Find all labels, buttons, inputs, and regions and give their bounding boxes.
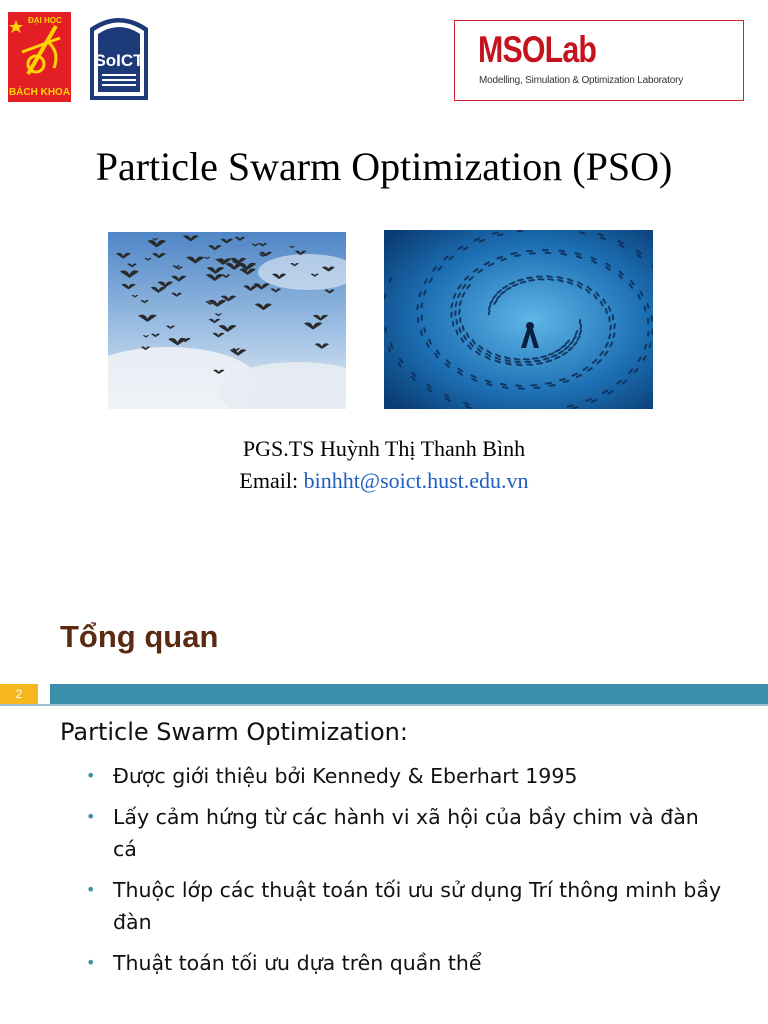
bullet-icon: • (86, 807, 96, 826)
fish-silhouette (547, 360, 552, 361)
fish-silhouette (451, 303, 452, 307)
fish-silhouette (421, 331, 422, 335)
fish-silhouette (389, 348, 391, 352)
fish-silhouette (548, 279, 553, 280)
fish-silhouette (560, 379, 565, 380)
list-item (86, 947, 726, 979)
fish-silhouette (541, 356, 546, 357)
fish-silhouette (505, 360, 510, 361)
msolab-subtitle: Modelling, Simulation & Optimization Laboratory (479, 75, 684, 86)
list-item (86, 760, 726, 792)
fish-school-image (384, 230, 653, 409)
fish-silhouette (573, 407, 578, 408)
fish-silhouette (501, 384, 506, 385)
fish-silhouette (537, 363, 542, 364)
bullet-text: Được giới thiệu bởi Kennedy & Eberhart 1995 (113, 764, 578, 788)
fish-silhouette (515, 359, 520, 360)
fish-silhouette (580, 232, 585, 233)
fish-silhouette (453, 322, 454, 326)
fish-silhouette (568, 406, 573, 407)
bullet-text: Thuộc lớp các thuật toán tối ưu sử dụng Trí thông minh bầy đàn (113, 878, 722, 934)
bullet-icon: • (86, 953, 96, 972)
fish-silhouette (517, 365, 522, 366)
fish-silhouette (506, 363, 511, 364)
list-item (86, 801, 726, 865)
fish-silhouette (558, 277, 563, 278)
fish-silhouette (648, 304, 649, 308)
msolab-logo (454, 20, 744, 101)
fish-silhouette (516, 385, 521, 386)
soict-logo-text: SoICT (94, 51, 144, 70)
fish-silhouette (385, 328, 386, 332)
fish-silhouette (515, 255, 520, 256)
fish-silhouette (493, 232, 498, 233)
fish-silhouette (391, 344, 392, 348)
fish-silhouette (503, 387, 508, 388)
soict-logo (88, 14, 150, 102)
bachkhoa-top-text: ĐẠI HỌC (28, 16, 62, 25)
fish-silhouette (489, 310, 490, 314)
fish-silhouette (459, 310, 460, 314)
fish-silhouette (564, 381, 569, 382)
slide1-title: Particle Swarm Optimization (PSO) (95, 144, 673, 189)
bullet-text: Thuật toán tối ưu dựa trên quần thể (113, 951, 482, 975)
birds-flock-image (108, 232, 346, 409)
bullet-text: Lấy cảm hứng từ các hành vi xã hội của bầy chim và đàn cá (113, 805, 699, 861)
fish-silhouette (544, 358, 549, 359)
fish-silhouette (421, 303, 422, 307)
fish-silhouette (417, 305, 418, 309)
fish-silhouette (550, 385, 555, 386)
bachkhoa-bottom-text: BÁCH KHOA (8, 84, 71, 102)
fish-silhouette (606, 309, 607, 313)
fish-silhouette (518, 231, 523, 232)
fish-silhouette (609, 307, 610, 311)
fish-silhouette (456, 302, 457, 306)
fish-silhouette (580, 325, 581, 329)
email-link[interactable]: binhht@soict.hust.edu.vn (303, 468, 529, 493)
fish-silhouette (459, 328, 460, 332)
fish-silhouette (515, 362, 520, 363)
fish-silhouette (547, 276, 552, 277)
slide2-title: Tổng quan (60, 619, 219, 654)
fish-silhouette (384, 294, 385, 298)
fish-silhouette (518, 279, 523, 280)
fish-silhouette (419, 292, 420, 296)
fish-silhouette (424, 328, 425, 332)
fish-silhouette (609, 334, 610, 338)
accent-bar (50, 684, 768, 704)
bullet-list (86, 760, 726, 988)
email-label: Email: (239, 468, 299, 493)
slide2-header-bar (0, 684, 768, 704)
fish-silhouette (546, 383, 551, 384)
fish-silhouette (648, 332, 649, 336)
list-item (86, 874, 726, 938)
fish-silhouette (652, 330, 653, 334)
author-email-line (0, 468, 768, 494)
bachkhoa-logo (8, 12, 71, 102)
fish-silhouette (512, 253, 517, 254)
slide2-heading: Particle Swarm Optimization: (60, 718, 408, 746)
fish-silhouette (463, 326, 464, 330)
author-name: PGS.TS Huỳnh Thị Thanh Bình (242, 436, 526, 461)
fish-silhouette (613, 333, 614, 337)
fish-silhouette (645, 345, 647, 349)
fish-silhouette (561, 254, 566, 255)
fish-silhouette (498, 234, 503, 235)
slide-number: 2 (0, 684, 38, 704)
divider (0, 704, 768, 706)
fish-silhouette (501, 259, 506, 260)
bullet-icon: • (86, 880, 96, 899)
fish-silhouette (645, 307, 646, 311)
fish-silhouette (649, 343, 650, 347)
fish-silhouette (610, 326, 611, 330)
bullet-icon: • (86, 766, 96, 785)
fish-silhouette (559, 251, 564, 252)
msolab-title: MSOLab (478, 29, 597, 70)
fish-silhouette (456, 330, 457, 334)
fish-silhouette (460, 301, 461, 305)
fish-silhouette (521, 282, 526, 283)
